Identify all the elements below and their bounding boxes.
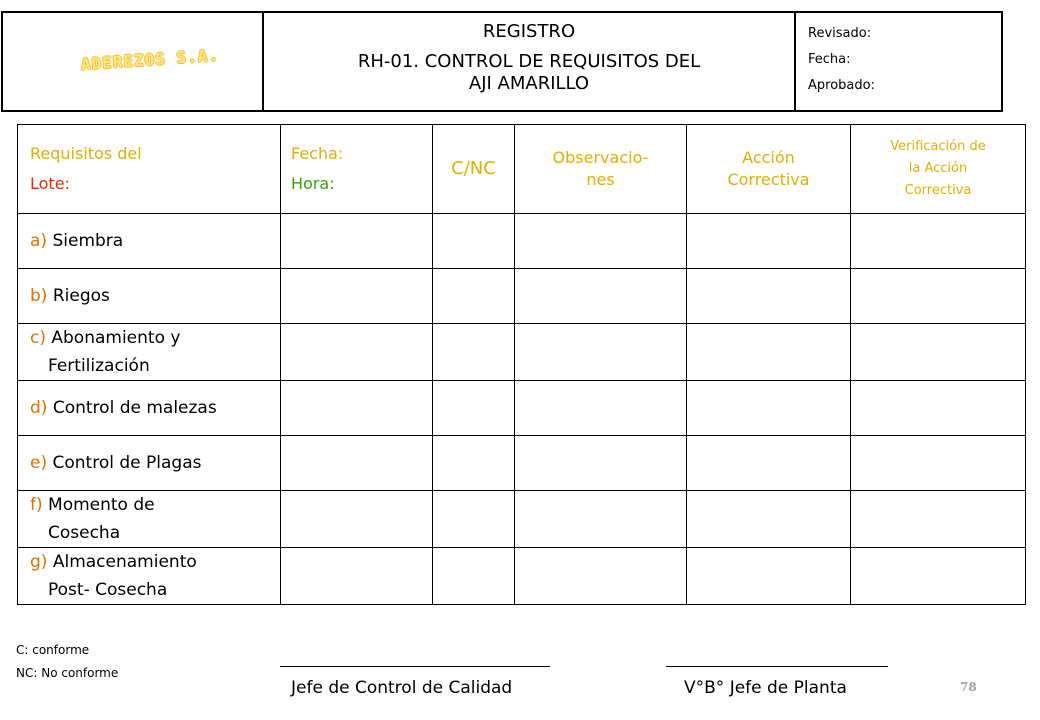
empty-entry-cell[interactable] (515, 548, 687, 605)
title-registro: REGISTRO (482, 21, 576, 42)
empty-entry-cell[interactable] (433, 436, 515, 491)
requirement-text: Siembra (52, 231, 124, 251)
empty-entry-cell[interactable] (851, 491, 1026, 548)
empty-entry-cell[interactable] (433, 491, 515, 548)
requirement-letter: d) (30, 398, 48, 418)
requirement-text-cont: Post- Cosecha (48, 580, 168, 600)
requirement-text: Abonamiento y (51, 328, 181, 348)
empty-entry-cell[interactable] (687, 324, 851, 381)
col-verificacion-line1: Verificación de (890, 139, 986, 154)
table-row (18, 269, 1026, 324)
empty-entry-cell[interactable] (433, 324, 515, 381)
empty-entry-cell[interactable] (433, 214, 515, 269)
empty-entry-cell[interactable] (281, 381, 433, 436)
empty-entry-cell[interactable] (687, 381, 851, 436)
empty-entry-cell[interactable] (281, 214, 433, 269)
requirement-text: Riegos (52, 286, 110, 306)
empty-entry-cell[interactable] (281, 324, 433, 381)
col-observaciones-line2: nes (586, 170, 615, 189)
logo-cell (3, 13, 264, 110)
empty-entry-cell[interactable] (851, 548, 1026, 605)
signature-plant-chief: V°B° Jefe de Planta (684, 678, 847, 698)
empty-entry-cell[interactable] (281, 491, 433, 548)
requirement-text: Momento de (48, 495, 155, 515)
empty-entry-cell[interactable] (851, 324, 1026, 381)
table-row (18, 436, 1026, 491)
requirement-letter: a) (30, 231, 48, 251)
requirement-label (18, 381, 281, 436)
company-logo: ADEREZOS S.A. (80, 45, 220, 74)
table-row (18, 324, 1026, 381)
empty-entry-cell[interactable] (851, 381, 1026, 436)
empty-entry-cell[interactable] (281, 269, 433, 324)
col-accion-correctiva (687, 125, 851, 214)
col-observaciones (515, 125, 687, 214)
empty-entry-cell[interactable] (515, 324, 687, 381)
empty-entry-cell[interactable] (687, 548, 851, 605)
signature-quality-chief: Jefe de Control de Calidad (291, 678, 513, 698)
title-cell (264, 13, 796, 110)
requirement-text-cont: Cosecha (48, 523, 121, 543)
col-accion-line1: Acción (742, 148, 795, 167)
col-fecha-hora (281, 125, 433, 214)
empty-entry-cell[interactable] (281, 436, 433, 491)
requirement-text-cont: Fertilización (48, 356, 150, 376)
requirement-label (18, 214, 281, 269)
signature-line-right (666, 666, 888, 667)
legend (16, 639, 118, 685)
approval-cell (796, 13, 1001, 110)
document-header (1, 11, 1003, 112)
requirement-letter: b) (30, 286, 48, 306)
table-row (18, 381, 1026, 436)
empty-entry-cell[interactable] (515, 381, 687, 436)
empty-entry-cell[interactable] (851, 214, 1026, 269)
table-row (18, 214, 1026, 269)
empty-entry-cell[interactable] (281, 548, 433, 605)
table-header-row (18, 125, 1026, 214)
legend-no-conforme: NC: No conforme (16, 666, 119, 680)
revisado-label: Revisado: (808, 26, 872, 41)
empty-entry-cell[interactable] (687, 491, 851, 548)
empty-entry-cell[interactable] (851, 269, 1026, 324)
requirements-table (17, 124, 1026, 605)
empty-entry-cell[interactable] (687, 269, 851, 324)
col-requisitos (18, 125, 281, 214)
empty-entry-cell[interactable] (433, 269, 515, 324)
col-requisitos-line1: Requisitos del (30, 144, 142, 163)
col-verificacion (851, 125, 1026, 214)
empty-entry-cell[interactable] (433, 548, 515, 605)
col-hora: Hora: (291, 174, 335, 193)
col-verificacion-line3: Correctiva (904, 183, 972, 198)
requirement-label (18, 324, 281, 381)
requirement-text: Control de malezas (52, 398, 217, 418)
requirement-letter: g) (30, 552, 48, 572)
table-row (18, 548, 1026, 605)
signature-line-left (280, 666, 550, 667)
col-cnc: C/NC (433, 125, 515, 214)
requirement-text: Almacenamiento (52, 552, 197, 572)
requirement-label (18, 548, 281, 605)
legend-conforme: C: conforme (16, 643, 90, 657)
empty-entry-cell[interactable] (687, 214, 851, 269)
empty-entry-cell[interactable] (851, 436, 1026, 491)
requirement-label (18, 269, 281, 324)
empty-entry-cell[interactable] (433, 381, 515, 436)
col-observaciones-line1: Observacio- (552, 148, 649, 167)
empty-entry-cell[interactable] (515, 269, 687, 324)
title-main: RH-01. CONTROL DE REQUISITOS DEL (357, 51, 701, 72)
empty-entry-cell[interactable] (515, 491, 687, 548)
col-verificacion-line2: la Acción (908, 161, 968, 176)
table-body (18, 214, 1026, 605)
empty-entry-cell[interactable] (687, 436, 851, 491)
fecha-label: Fecha: (808, 52, 851, 67)
col-requisitos-line2: Lote: (30, 174, 70, 193)
requirement-letter: e) (30, 453, 48, 473)
page-number: 78 (960, 680, 977, 694)
requirement-label (18, 491, 281, 548)
empty-entry-cell[interactable] (515, 436, 687, 491)
requirement-text: Control de Plagas (52, 453, 202, 473)
table-row (18, 491, 1026, 548)
title-sub: AJI AMARILLO (468, 73, 590, 94)
col-accion-line2: Correctiva (727, 170, 810, 189)
requirement-letter: c) (30, 328, 46, 348)
requirement-label (18, 436, 281, 491)
col-fecha: Fecha: (291, 144, 344, 163)
requirement-letter: f) (30, 495, 43, 515)
aprobado-label: Aprobado: (808, 78, 875, 93)
empty-entry-cell[interactable] (515, 214, 687, 269)
